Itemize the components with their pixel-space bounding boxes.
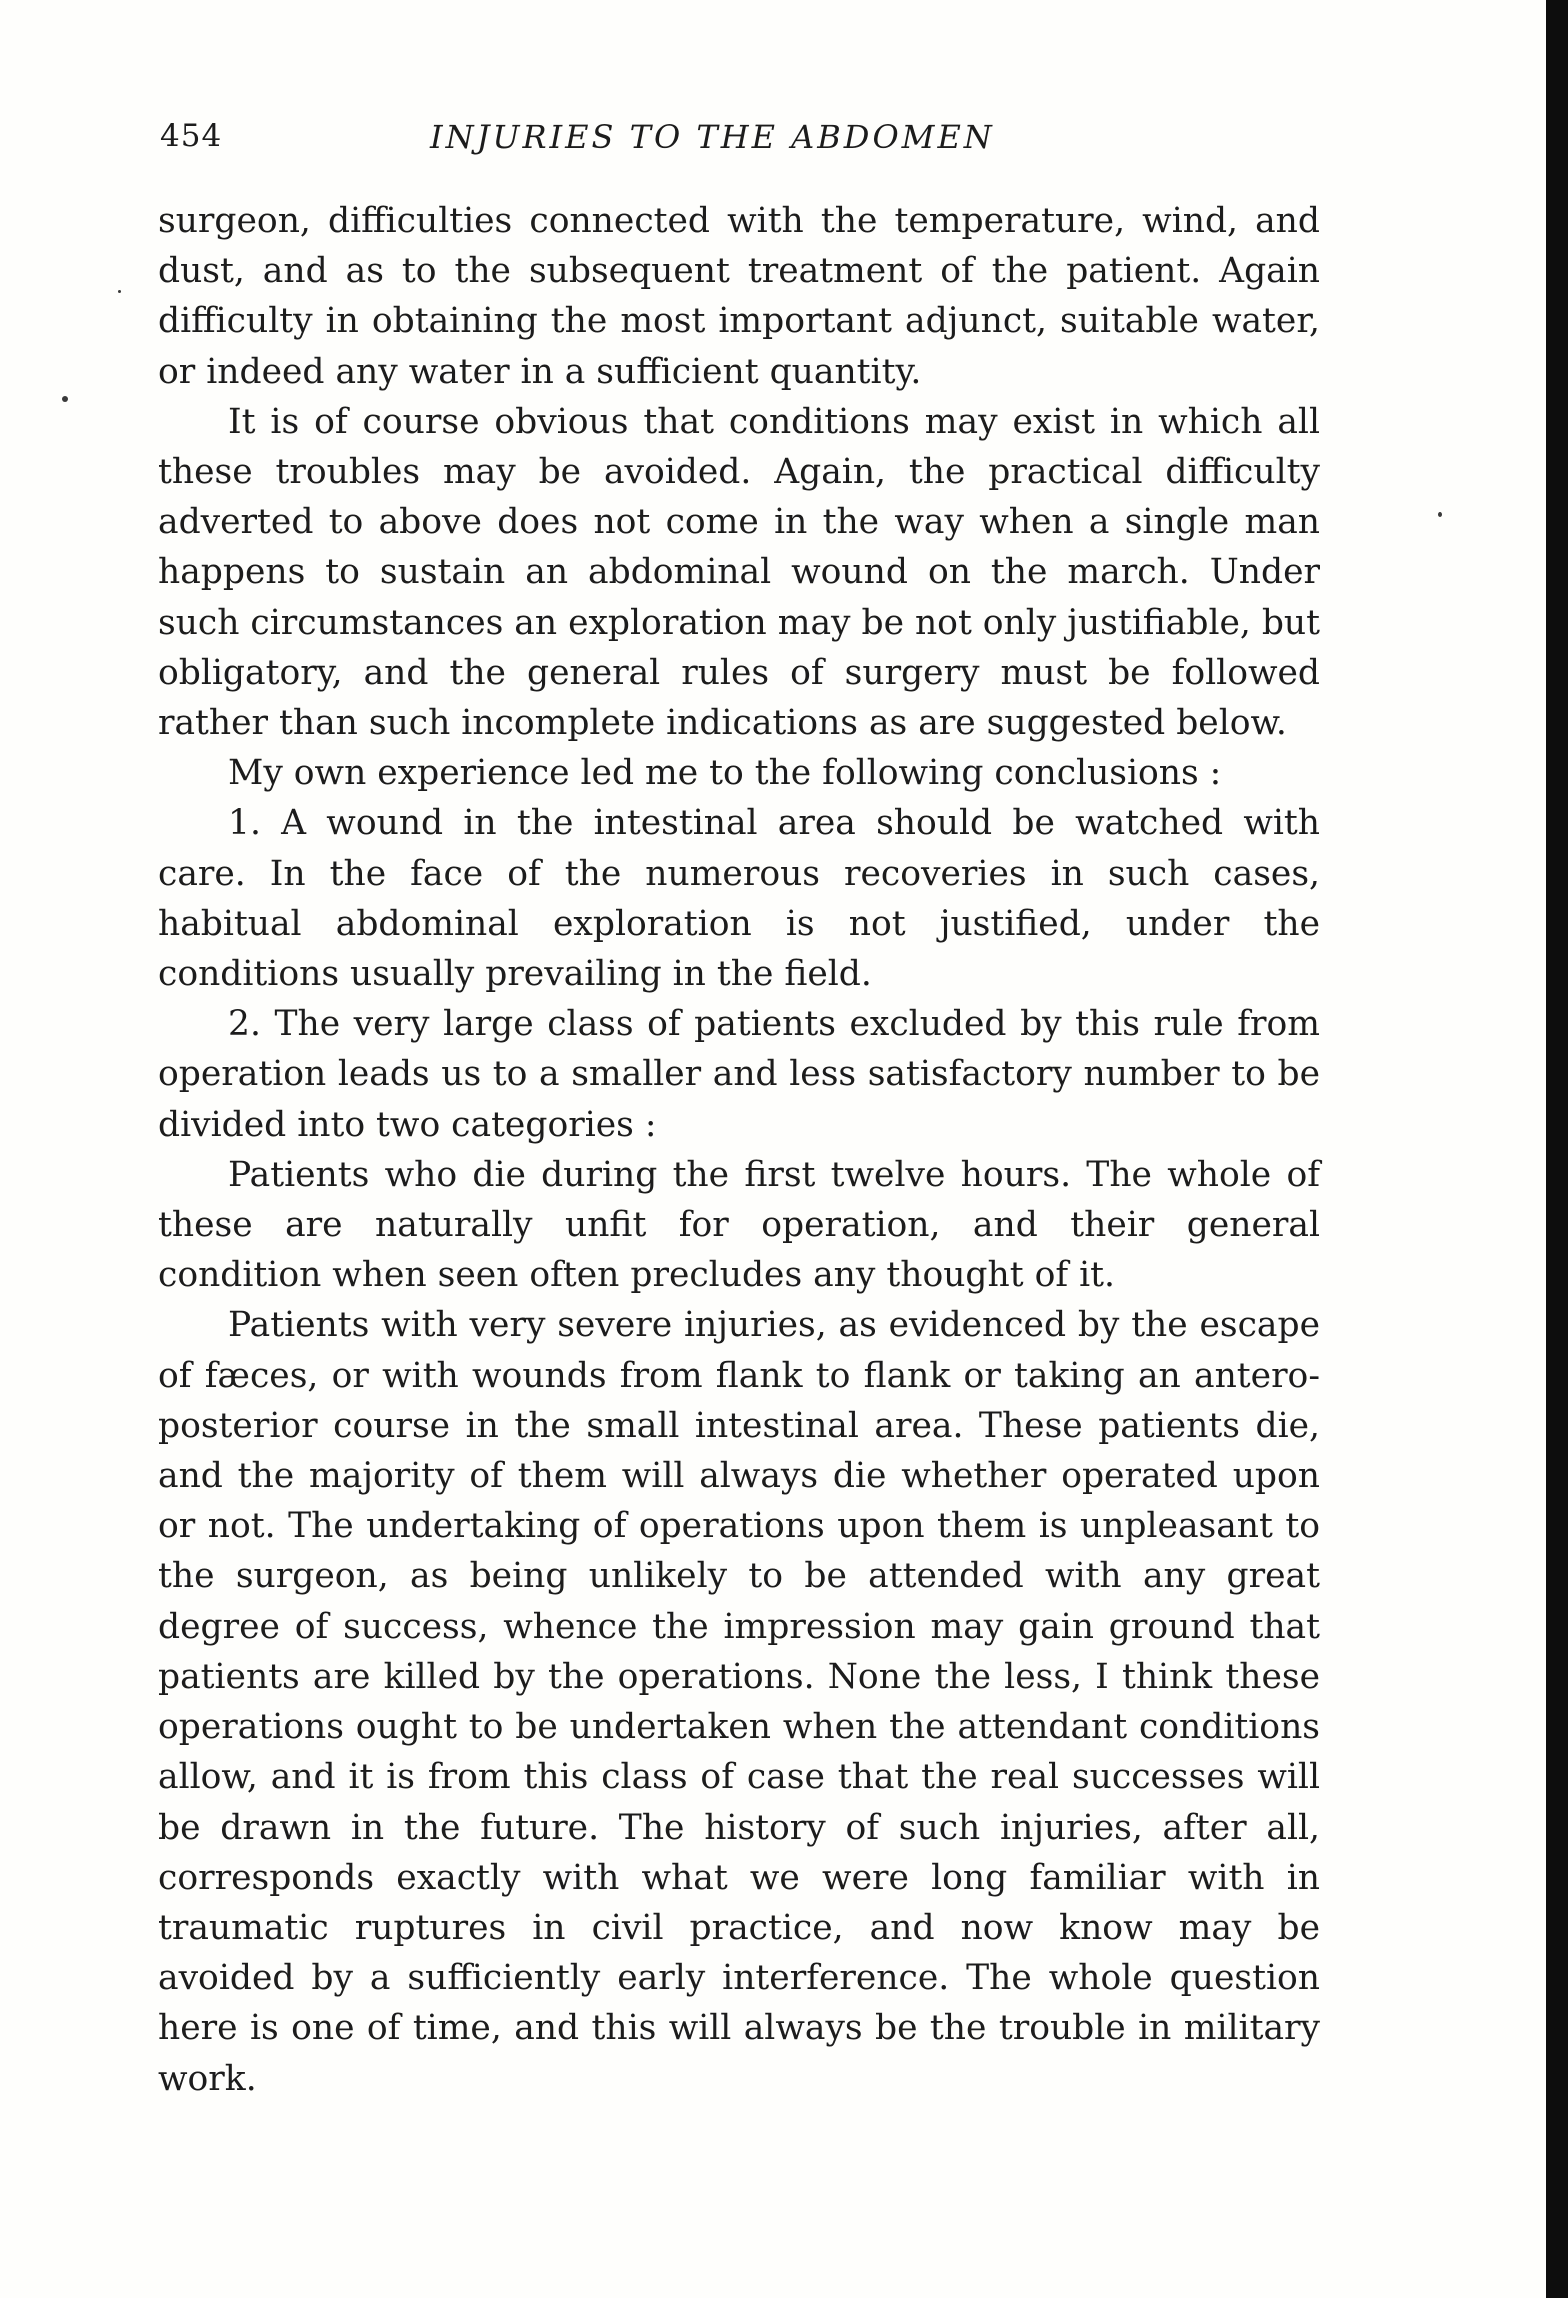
page-edge-shadow xyxy=(1546,0,1568,2298)
numbered-conclusion-1: 1. A wound in the intestinal area should be watched with care. In the face of the numerous recoveries in such cases, habitual abdominal exploration is not justified, under the conditions usually prevailing in the field. xyxy=(158,803,1320,995)
paper-speck xyxy=(118,290,121,293)
page-header xyxy=(160,118,1330,168)
paragraph: Patients with very severe injuries, as evidenced by the escape of fæces, or with wounds from flank to flank or taking an antero-posterior course in the small intestinal area. These patients die, and the majority of them will always die whether operated upon or not. The undertaking of operations upon them is unpleasant to the surgeon, as being unlikely to be attended with any great degree of success, whence the impression may gain ground that patients are killed by the operations. None the less, I think these operations ought to be undertaken when the attendant conditions allow, and it is from this class of case that the real successes will be drawn in the future. The history of such injuries, after all, corresponds exactly with what we were long familiar with in traumatic ruptures in civil practice, and now know may be avoided by a sufficiently early interference. The whole question here is one of time, and this will always be the trouble in military work. xyxy=(158,1305,1320,2099)
running-title: INJURIES TO THE ABDOMEN xyxy=(430,118,995,156)
paragraph: My own experience led me to the following conclusions : xyxy=(228,753,1222,794)
paper-speck xyxy=(62,396,68,402)
body-text xyxy=(158,196,1320,2104)
numbered-conclusion-2: 2. The very large class of patients excluded by this rule from operation leads us to a smaller and less satisfactory number to be divided into two categories : xyxy=(158,1004,1320,1145)
paper-speck xyxy=(1438,512,1442,517)
paragraph: surgeon, difficulties connected with the temperature, wind, and dust, and as to the subsequent treatment of the patient. Again difficulty in obtaining the most important adjunct, suitable water, or indeed any water in a sufficient quantity. xyxy=(158,201,1320,392)
paragraph: Patients who die during the first twelve hours. The whole of these are naturally unfit for operation, and their general condition when seen often precludes any thought of it. xyxy=(158,1154,1320,1296)
page-number: 454 xyxy=(160,118,223,154)
paragraph: It is of course obvious that conditions may exist in which all these troubles may be avoided. Again, the practical difficulty adverted to above does not come in the way when a single man happens to sustain an abdominal wound on the march. Under such circumstances an exploration may be not only justifiable, but obligatory, and the general rules of surgery must be followed rather than such incomplete indications as are suggested below. xyxy=(158,401,1320,744)
